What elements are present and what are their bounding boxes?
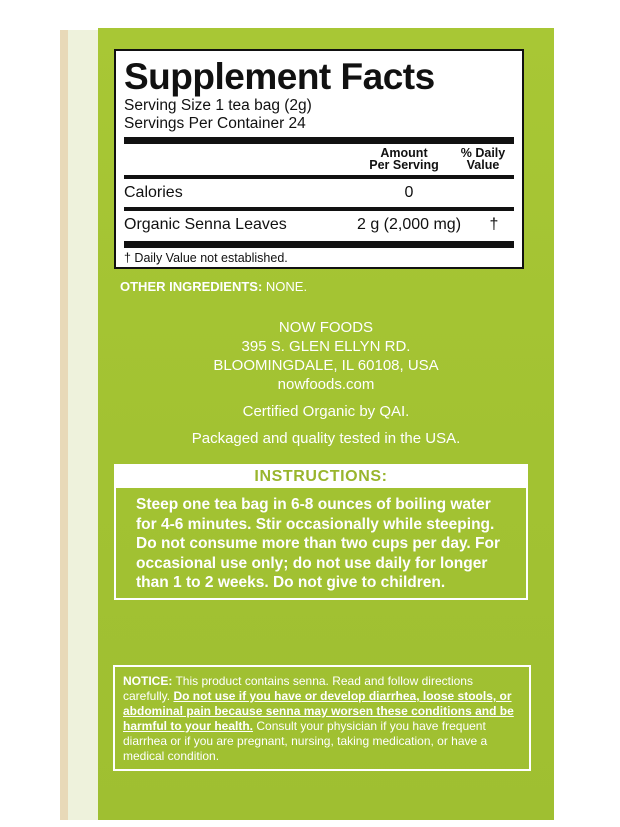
notice-warning: Do not use if you have or develop diarrhea, loose stools, or abdominal pain because senna may worsen these conditions and be harmful to your health.: [123, 689, 514, 733]
instruction-line: than 1 to 2 weeks. Do not give to children.: [136, 574, 446, 591]
spacer: [98, 394, 554, 402]
facts-divider-thick: [124, 241, 514, 248]
notice-box: [113, 665, 531, 771]
company-address: [98, 318, 554, 448]
other-ingredients-value: NONE.: [262, 279, 308, 294]
instructions-box: [114, 464, 528, 600]
facts-title: Supplement Facts: [124, 56, 435, 97]
facts-divider-thick: [124, 137, 514, 144]
facts-row-senna: [124, 211, 514, 239]
facts-row-calories: [124, 179, 514, 207]
website: nowfoods.com: [277, 376, 375, 393]
nutrient-amount: 0: [404, 184, 414, 201]
nutrient-name: Organic Senna Leaves: [124, 216, 287, 233]
other-ingredients: [120, 279, 307, 294]
instructions-body: [116, 488, 526, 593]
packaging-note: Packaged and quality tested in the USA.: [191, 430, 461, 447]
servings-per-container: Servings Per Container 24: [124, 115, 306, 132]
amount-header: Amount Per Serving: [369, 146, 439, 172]
instruction-line: Steep one tea bag in 6-8 ounces of boiling water: [136, 496, 491, 513]
street-address: 395 S. GLEN ELLYN RD.: [241, 338, 411, 355]
serving-size: Serving Size 1 tea bag (2g): [124, 97, 312, 114]
facts-footnote: † Daily Value not established.: [124, 251, 288, 265]
nutrient-amount: 2 g (2,000 mg): [356, 216, 462, 233]
box-side-panel: [68, 30, 98, 820]
city-address: BLOOMINGDALE, IL 60108, USA: [213, 357, 439, 374]
notice-label: NOTICE:: [123, 674, 173, 688]
instruction-line: Do not consume more than two cups per day. For: [136, 535, 501, 552]
company-name: NOW FOODS: [278, 319, 374, 336]
supplement-facts-panel: [114, 49, 524, 269]
nutrient-daily-value: †: [489, 216, 499, 233]
notice-text: This product contains senna. Read and follow directions carefully.: [123, 674, 473, 703]
instructions-heading: INSTRUCTIONS:: [116, 466, 526, 488]
notice-text-2: Consult your physician if you have frequent diarrhea or if you are pregnant, nursing, taking medication, or have a medical condition.: [123, 719, 488, 763]
certification: Certified Organic by QAI.: [242, 403, 410, 420]
daily-value-header: % Daily Value: [460, 146, 506, 172]
nutrient-name: Calories: [124, 184, 183, 201]
other-ingredients-label: OTHER INGREDIENTS:: [120, 279, 263, 294]
instruction-line: occasional use only; do not use daily for longer: [136, 554, 488, 572]
facts-column-header: [124, 144, 514, 175]
instruction-line: for 4-6 minutes. Stir occasionally while steeping.: [136, 515, 495, 533]
spacer: [98, 421, 554, 429]
